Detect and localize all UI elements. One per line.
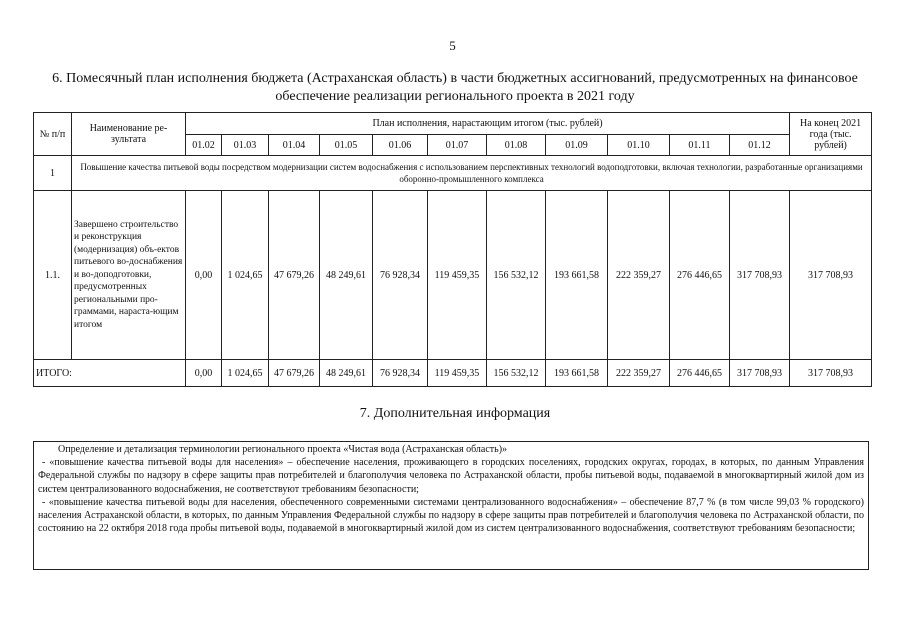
total-cell: 156 532,12	[487, 360, 546, 387]
header-month: 01.05	[320, 135, 373, 156]
section-7-title: 7. Дополнительная информация	[359, 406, 551, 421]
value-cell: 48 249,61	[320, 191, 373, 360]
total-cell: 47 679,26	[269, 360, 320, 387]
header-month: 01.06	[373, 135, 428, 156]
header-month: 01.11	[670, 135, 730, 156]
total-label: ИТОГО:	[34, 360, 186, 387]
header-year-end: На конец 2021 года (тыс. рублей)	[790, 113, 872, 156]
result-name: Завершено строительство и реконструкция (модернизация) объ-ектов питьевого во-доснабжения и во-доподготовки, предусмотренных региональными про-граммами, нараста-ющим итогом	[72, 191, 186, 360]
project-row	[34, 156, 872, 191]
additional-info-box	[33, 441, 869, 570]
header-month: 01.07	[428, 135, 487, 156]
project-num: 1	[34, 156, 72, 191]
value-cell: 276 446,65	[670, 191, 730, 360]
value-cell: 76 928,34	[373, 191, 428, 360]
value-cell: 0,00	[186, 191, 222, 360]
table-row	[34, 191, 872, 360]
header-month: 01.03	[222, 135, 269, 156]
total-cell: 0,00	[186, 360, 222, 387]
header-plan: План исполнения, нарастающим итогом (тыс. рублей)	[186, 113, 790, 135]
header-month: 01.09	[546, 135, 608, 156]
value-cell: 156 532,12	[487, 191, 546, 360]
value-cell: 47 679,26	[269, 191, 320, 360]
section-6-title: 6. Помесячный план исполнения бюджета (Астраханская область) в части бюджетных ассигнований, предусмотренных на финансовое обеспечение реализации регионального проекта в 2021 году	[52, 71, 858, 104]
total-cell: 193 661,58	[546, 360, 608, 387]
header-month: 01.02	[186, 135, 222, 156]
header-month: 01.04	[269, 135, 320, 156]
year-end-value: 317 708,93	[790, 191, 872, 360]
info-item: - «повышение качества питьевой воды для населения, обеспеченного современными системами централизованного водоснабжения» – обеспечение 87,7 % (в том числе 99,03 % городского) населения Астраханской области, в которых, по данным Управления Федеральной службы по надзору в сфере защиты прав потребителей и благополучия человека по Астраханской области, по состоянию на 22 октября 2018 года пробы питьевой воды, подаваемой в многоквартирный жилой дом из систем централизованного водоснабжения, соответствуют требованиям безопасности;	[38, 496, 864, 535]
value-cell: 193 661,58	[546, 191, 608, 360]
total-cell: 1 024,65	[222, 360, 269, 387]
result-num: 1.1.	[34, 191, 72, 360]
value-cell: 1 024,65	[222, 191, 269, 360]
value-cell: 119 459,35	[428, 191, 487, 360]
page-number: 5	[449, 38, 456, 53]
value-cell: 317 708,93	[730, 191, 790, 360]
total-cell: 119 459,35	[428, 360, 487, 387]
total-cell: 76 928,34	[373, 360, 428, 387]
value-cell: 222 359,27	[608, 191, 670, 360]
header-result-name: Наименование ре-зультата	[72, 113, 186, 156]
header-month: 01.12	[730, 135, 790, 156]
budget-plan-table	[33, 112, 872, 387]
header-month: 01.08	[487, 135, 546, 156]
total-cell: 48 249,61	[320, 360, 373, 387]
total-cell: 317 708,93	[730, 360, 790, 387]
total-cell: 222 359,27	[608, 360, 670, 387]
header-month: 01.10	[608, 135, 670, 156]
total-row	[34, 360, 872, 387]
project-title: Повышение качества питьевой воды посредством модернизации систем водоснабжения с использованием перспективных технологий водоподготовки, включая технологии, разработанные организациями оборонно-промышленного комплекса	[72, 156, 872, 191]
total-year-end: 317 708,93	[790, 360, 872, 387]
header-num: № п/п	[34, 113, 72, 156]
info-item: - «повышение качества питьевой воды для населения» – обеспечение населения, проживающего в городских поселениях, городских округах, городах, в которых, по данным Управления Федеральной службы по надзору в сфере защиты прав потребителей и благополучия человека по Астраханской области, пробы питьевой воды, подаваемой в многоквартирный жилой дом из систем централизованного водоснабжения, не соответствуют требованиям безопасности;	[38, 457, 864, 495]
info-lead: Определение и детализация терминологии регионального проекта «Чистая вода (Астраханская область)»	[58, 444, 508, 455]
total-cell: 276 446,65	[670, 360, 730, 387]
